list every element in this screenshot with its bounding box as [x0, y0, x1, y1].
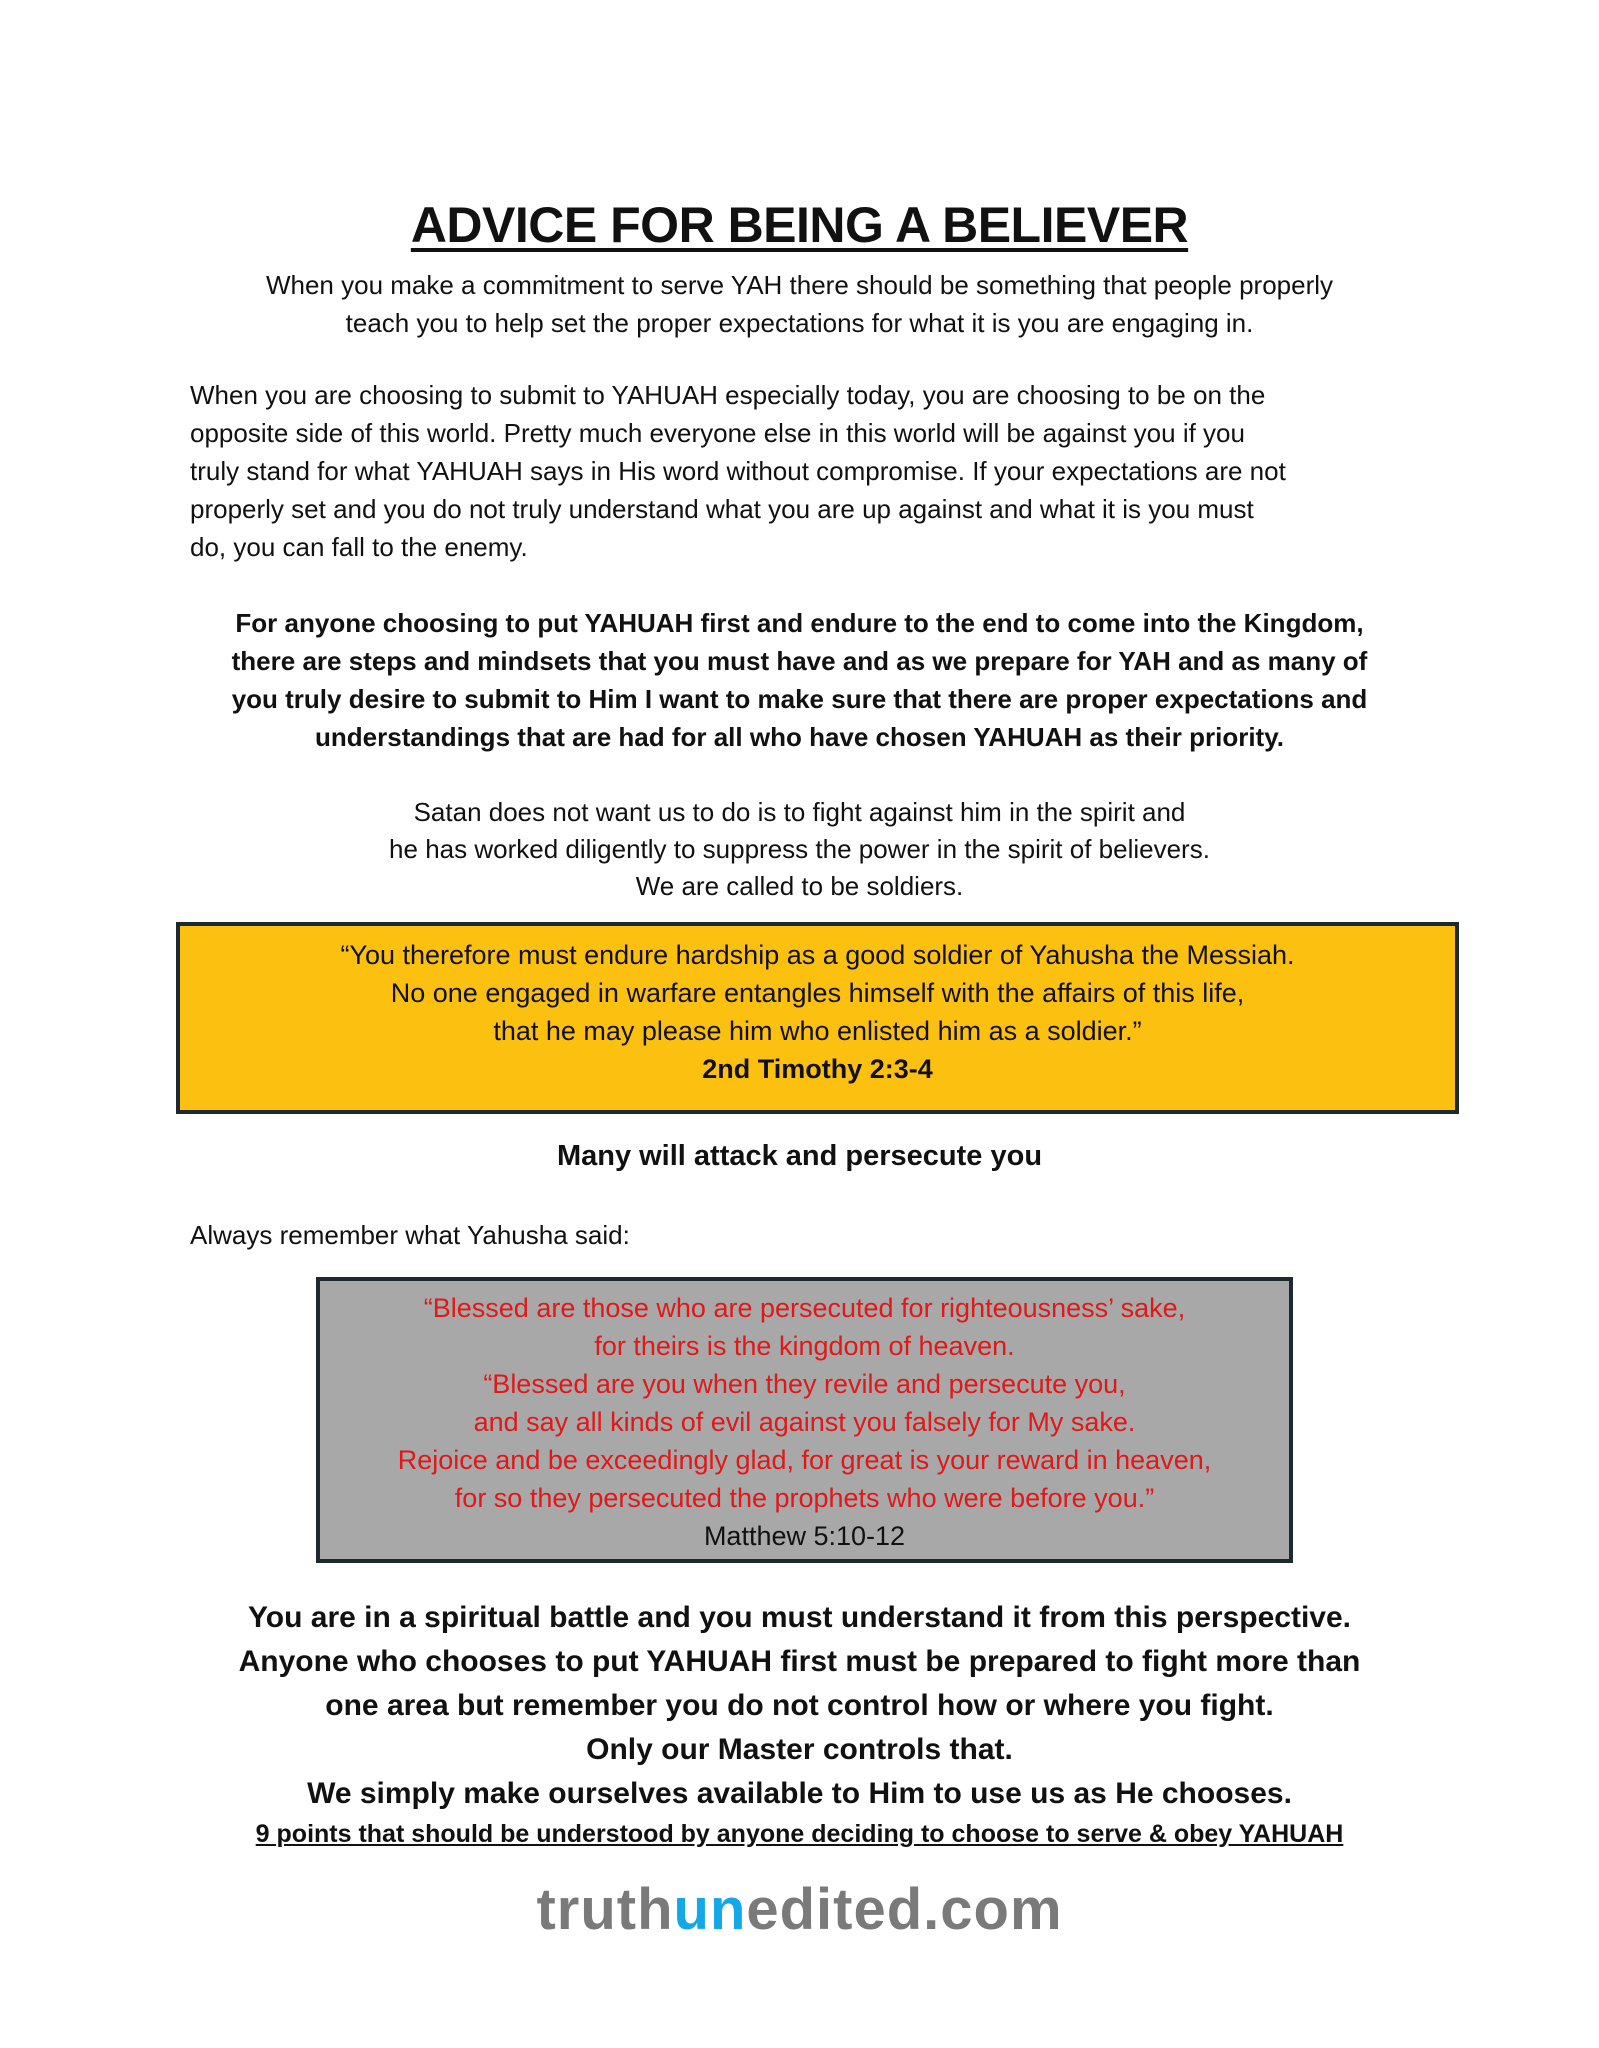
text-line: teach you to help set the proper expectations for what it is you are engaging in. [345, 308, 1254, 338]
text-line: We are called to be soldiers. [635, 871, 964, 901]
text-line: understandings that are had for all who have chosen YAHUAH as their priority. [315, 722, 1284, 752]
text-line: there are steps and mindsets that you must have and as we prepare for YAH and as many of [231, 646, 1368, 676]
bold-paragraph [0, 604, 1599, 756]
text-line: When you are choosing to submit to YAHUAH especially today, you are choosing to be on the [190, 380, 1266, 410]
logo-text-truth: truth [536, 1877, 674, 1942]
logo-text-un: un [673, 1877, 747, 1942]
text-line: Satan does not want us to do is to fight against him in the spirit and [413, 797, 1186, 827]
text-line: Anyone who chooses to put YAHUAH first must be prepared to fight more than [238, 1645, 1361, 1678]
text-line: opposite side of this world. Pretty much everyone else in this world will be against you if you [190, 418, 1245, 448]
page-title: ADVICE FOR BEING A BELIEVER [410, 197, 1189, 253]
commitment-paragraph [190, 376, 1430, 566]
quote-reference: 2nd Timothy 2:3-4 [702, 1054, 933, 1084]
text-line: truly stand for what YAHUAH says in His word without compromise. If your expectations are not [190, 456, 1286, 486]
quote-line: for so they persecuted the prophets who were before you.” [454, 1483, 1155, 1513]
intro-paragraph [0, 266, 1599, 342]
quote-reference: Matthew 5:10-12 [703, 1521, 906, 1551]
text-line: properly set and you do not truly understand what you are up against and what it is you must [190, 494, 1254, 524]
section-heading: Many will attack and persecute you [556, 1140, 1043, 1172]
text-line: When you make a commitment to serve YAH there should be something that people properly [265, 270, 1334, 300]
text-line: You are in a spiritual battle and you must understand it from this perspective. [248, 1601, 1351, 1634]
text-line: he has worked diligently to suppress the power in the spirit of believers. [389, 834, 1210, 864]
logo-text-edited: edited.com [746, 1877, 1063, 1942]
quote-line: “Blessed are you when they revile and persecute you, [483, 1369, 1126, 1399]
text-line: We simply make ourselves available to Him to use us as He chooses. [307, 1777, 1292, 1810]
quote-line: and say all kinds of evil against you falsely for My sake. [473, 1407, 1136, 1437]
matthew-quote-box [316, 1277, 1293, 1563]
text-line: do, you can fall to the enemy. [190, 532, 528, 562]
quote-line: for theirs is the kingdom of heaven. [594, 1331, 1015, 1361]
text-line: Only our Master controls that. [586, 1733, 1013, 1766]
text-line: For anyone choosing to put YAHUAH first and endure to the end to come into the Kingdom, [235, 608, 1364, 638]
quote-line: that he may please him who enlisted him as a soldier.” [493, 1016, 1142, 1046]
site-logo [0, 1876, 1599, 1943]
soldiers-paragraph [0, 794, 1599, 905]
timothy-quote-box [176, 922, 1459, 1114]
quote-line: “You therefore must endure hardship as a good soldier of Yahusha the Messiah. [340, 940, 1295, 970]
nine-points-link[interactable]: 9 points that should be understood by anyone deciding to choose to serve & obey YAHUAH [255, 1820, 1344, 1848]
text-line: you truly desire to submit to Him I want to make sure that there are proper expectations and [231, 684, 1368, 714]
quote-line: Rejoice and be exceedingly glad, for great is your reward in heaven, [397, 1445, 1212, 1475]
quote-line: “Blessed are those who are persecuted for righteousness’ sake, [423, 1293, 1186, 1323]
remember-text: Always remember what Yahusha said: [190, 1220, 630, 1250]
spiritual-battle-paragraph [0, 1596, 1599, 1816]
quote-line: No one engaged in warfare entangles himself with the affairs of this life, [390, 978, 1245, 1008]
text-line: one area but remember you do not control how or where you fight. [325, 1689, 1274, 1722]
